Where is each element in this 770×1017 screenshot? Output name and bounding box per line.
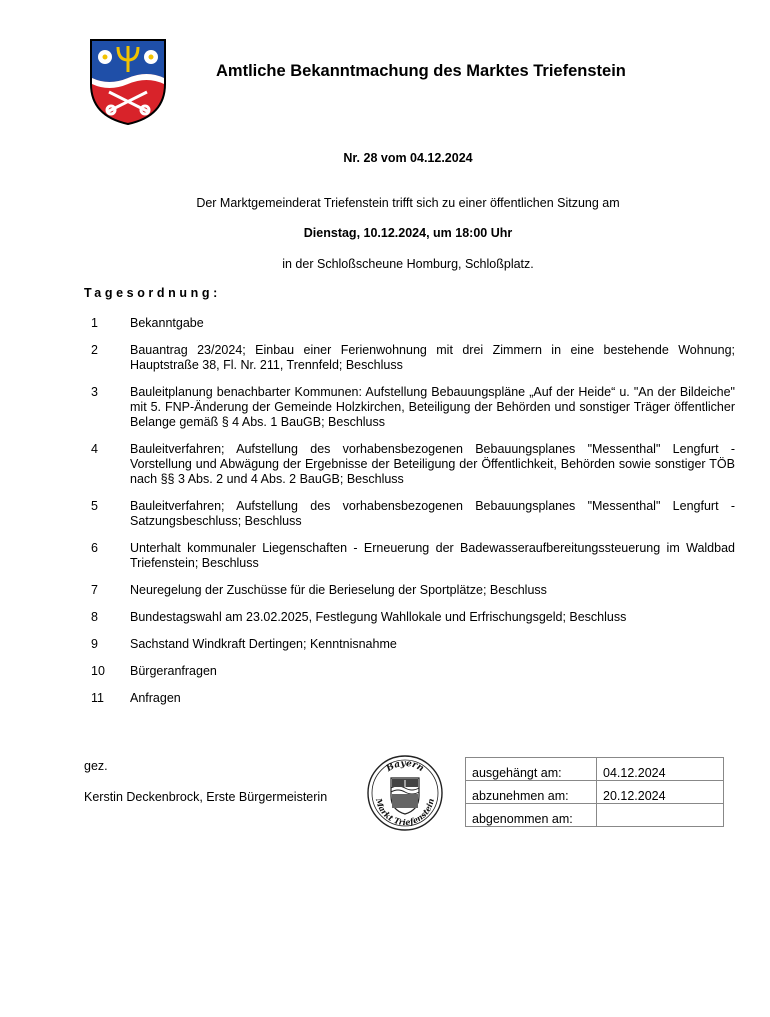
signature-gez: gez. xyxy=(84,759,108,773)
seal-bottom-text: Markt Triefenstein xyxy=(373,797,436,828)
page-title: Amtliche Bekanntmachung des Marktes Triefenstein xyxy=(216,62,626,80)
agenda-item xyxy=(83,637,735,652)
agenda-item-text: Bauleitverfahren; Aufstellung des vorhabensbezogenen Bebauungsplanes "Messenthal" Lengfurt - Satzungsbeschluss; Beschluss xyxy=(130,499,735,528)
posted-on-label: ausgehängt am: xyxy=(466,758,597,781)
agenda-item xyxy=(83,343,735,373)
agenda-item xyxy=(83,610,735,625)
agenda-item-number: 1 xyxy=(91,316,98,330)
signer-name: Kerstin Deckenbrock, Erste Bürgermeisterin xyxy=(84,790,328,804)
agenda-item-number: 11 xyxy=(91,691,104,705)
municipal-crest-icon xyxy=(89,38,167,126)
agenda-item-number: 2 xyxy=(91,343,98,357)
agenda-item-text: Anfragen xyxy=(130,691,181,705)
agenda-item-text: Unterhalt kommunaler Liegenschaften - Erneuerung der Badewasseraufbereitungssteuerung im Waldbad Triefenstein; Beschluss xyxy=(130,541,735,570)
agenda-item-text: Bundestagswahl am 23.02.2025, Festlegung Wahllokale und Erfrischungsgeld; Beschluss xyxy=(130,610,627,624)
agenda-item-number: 5 xyxy=(91,499,98,513)
table-row xyxy=(466,781,724,804)
agenda-item xyxy=(83,583,735,598)
meeting-date: Dienstag, 10.12.2024, um 18:00 Uhr xyxy=(303,226,513,240)
agenda-item xyxy=(83,541,735,571)
agenda-item-number: 8 xyxy=(91,610,98,624)
agenda-item-text: Bauleitplanung benachbarter Kommunen: Aufstellung Bebauungspläne „Auf der Heide“ u. "An der Bildeiche" mit 5. FNP-Änderung der Gemeinde Holzkirchen, Beteiligung der Behörden und sonstiger Träger öffentlicher Belange gemäß § 4 Abs. 1 BauGB; Beschluss xyxy=(130,385,735,429)
agenda-item-text: Bekanntgabe xyxy=(130,316,204,330)
agenda-item-number: 9 xyxy=(91,637,98,651)
agenda-item xyxy=(83,499,735,529)
notice-number: Nr. 28 vom 04.12.2024 xyxy=(343,151,473,165)
seal-top-text: Bayern xyxy=(384,758,426,775)
meeting-location: in der Schloßscheune Homburg, Schloßplatz. xyxy=(282,257,534,271)
agenda-heading: Tagesordnung: xyxy=(84,286,221,300)
remove-by-value: 20.12.2024 xyxy=(597,781,724,804)
agenda-item-number: 3 xyxy=(91,385,98,399)
agenda-item-text: Sachstand Windkraft Dertingen; Kenntnisnahme xyxy=(130,637,397,651)
removed-on-label: abgenommen am: xyxy=(466,804,597,827)
agenda-item-text: Neuregelung der Zuschüsse für die Berieselung der Sportplätze; Beschluss xyxy=(130,583,547,597)
official-seal-icon xyxy=(366,754,444,832)
agenda-item xyxy=(83,316,735,331)
agenda-item xyxy=(83,664,735,679)
agenda-item-text: Bauantrag 23/2024; Einbau einer Ferienwohnung mit drei Zimmern in eine bestehende Wohnung; Hauptstraße 38, Fl. Nr. 211, Trennfeld; Beschluss xyxy=(130,343,735,372)
agenda-item xyxy=(83,691,735,706)
agenda-item xyxy=(83,442,735,487)
agenda-item xyxy=(83,385,735,430)
agenda-item-number: 6 xyxy=(91,541,98,555)
agenda-item-text: Bürgeranfragen xyxy=(130,664,217,678)
posting-table xyxy=(465,757,724,827)
removed-on-value xyxy=(597,804,724,827)
agenda-item-number: 10 xyxy=(91,664,105,678)
agenda-list xyxy=(83,316,735,718)
agenda-item-text: Bauleitverfahren; Aufstellung des vorhabensbezogenen Bebauungsplanes "Messenthal" Lengfurt - Vorstellung und Abwägung der Ergebnisse der Beteiligung der Öffentlichkeit, Behörden sowie sonstiger TÖB nach §§ 3 Abs. 2 und 4 Abs. 2 BauGB; Beschluss xyxy=(130,442,735,486)
posted-on-value: 04.12.2024 xyxy=(597,758,724,781)
agenda-item-number: 7 xyxy=(91,583,98,597)
table-row xyxy=(466,758,724,781)
agenda-item-number: 4 xyxy=(91,442,98,456)
table-row xyxy=(466,804,724,827)
notice-intro: Der Marktgemeinderat Triefenstein trifft sich zu einer öffentlichen Sitzung am xyxy=(196,196,620,210)
remove-by-label: abzunehmen am: xyxy=(466,781,597,804)
